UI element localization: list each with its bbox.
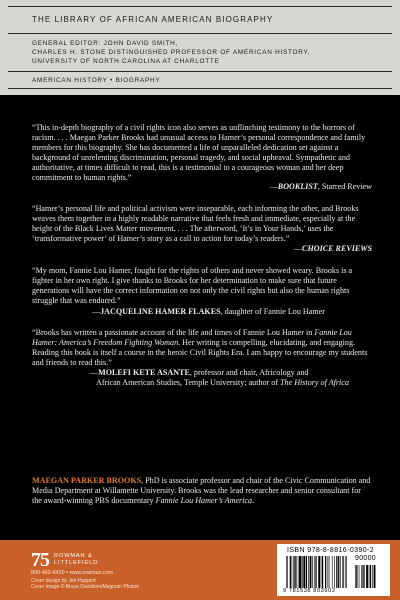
blurb-attribution [32,182,372,192]
blurb-quote: “Hamer’s personal life and political activism were inseparable, each informing the other, and Brooks weaves them together in a highly readable narrative that feels fresh and immediate, especially at the height of the Black Lives Matter movement. . . . The afterword, ‘It’s in Your Hands,’ uses the ‘transformative power’ of Hamer’s story as a call to action for today’s readers.” [32,204,359,244]
price-code: 90000 [355,555,376,562]
barcode-bar [306,556,307,588]
barcode-bar [287,556,288,588]
attribution-suffix: , professor and chair, Africology and [189,368,309,378]
barcode-bar [355,565,356,588]
attribution-name: BOOKLIST [277,182,318,192]
attribution-dash: — [90,368,99,378]
attribution-book-title: The History of Africa [280,377,349,387]
series-panel [0,0,400,95]
barcode-bar [316,556,317,588]
author-name: MAEGAN PARKER BROOKS [32,476,142,485]
blurb-quote: “My mom, Fannie Lou Hamer, fought for the rights of others and never showed weary. Brooks is a fighter in her own right. I give thanks to Brooks for her determination to make sure that future generations will have the correct information on not only the civil rights but also the human rights struggle that was endured.” [32,265,353,305]
editor-line-3: UNIVERSITY OF NORTH CAROLINA AT CHARLOTTE [32,58,220,65]
attribution-name: CHOICE REVIEWS [302,243,372,253]
attribution-dash: — [293,243,303,253]
barcode-bar [366,565,368,588]
blurb-attribution-line-2 [32,378,372,388]
bio-text: , PhD is associate professor and chair of the Civic Communication and Media Department at Willamette University. Brooks was the lead researcher and senior consultant for the award-winning PBS documentary [32,476,371,505]
barcode-bar [298,556,299,588]
author-bio [32,476,372,506]
barcode-bar [321,556,322,588]
ean-barcode [286,556,348,588]
ean-digits: 9 781538 803902 [283,588,336,594]
blurb-attribution [32,307,372,317]
barcode-bar [308,556,309,588]
blurb-quote [32,328,372,368]
barcode-bar [314,556,315,588]
credit-line: Cover image © Bruce Davidson/Magnum Photos [31,584,139,591]
barcode-bar [370,565,371,588]
publisher-logo [31,551,101,569]
barcode-bar [369,565,370,588]
review-blurbs [32,123,372,388]
blurb-attribution [32,244,372,254]
barcode-bar [286,556,287,588]
attribution-suffix: , daughter of Fannie Lou Hamer [220,306,325,316]
blurb-quote: “This in-depth biography of a civil rights icon also serves as unflinching testimony to the horrors of racism. . . . Maegan Parker Brooks had unusual access to Hamer’s personal correspondence and family members for this biography. She has documented a life of unparalleled dedication set against a background of unrelenting discrimination, personal tragedy, and social upheaval. Sympathetic and authoritative, at times difficult to read, this is a testimonial to a courageous woman and her deep commitment to human rights.” [32,123,366,182]
barcode-bar [315,556,316,588]
barcode-bar [362,565,363,588]
cover-credits [31,578,139,591]
barcode-bar [322,556,323,588]
attribution-name: MOLEFI KETE ASANTE [98,368,190,378]
barcode-bar [310,556,312,588]
quote-text: “Brooks has written a passionate account of the life and times of Fannie Lou Hamer in [32,328,315,338]
publisher-contact: 800-462-6420 • www.rowman.com [31,570,114,576]
attribution-name: JACQUELINE HAMER FLAKES [100,306,221,316]
attribution-dash: — [92,306,101,316]
barcode-bar [340,556,341,588]
barcode-bar [345,556,346,588]
series-rule-top [8,6,392,7]
bio-documentary-title: Fannie Lou Hamer’s America [155,495,253,505]
publisher-logo-line: ROWMAN & [54,553,93,559]
barcode-bar [290,556,291,588]
editor-line-2: CHARLES H. STONE DISTINGUISHED PROFESSOR OF AMERICAN HISTORY, [32,49,311,56]
price-barcode [355,565,381,588]
barcode-bar [332,556,333,588]
barcode-label [277,544,390,596]
barcode-bar [302,556,303,588]
barcode-bar [312,556,313,588]
attribution-dash: — [269,182,278,192]
editor-line-1: GENERAL EDITOR: JOHN DAVID SMITH, [32,40,179,47]
quote-book-title: Fannie Lou Hamer: America’s Freedom Fighting Woman [32,328,352,348]
publisher-logo-number: 75 [31,549,49,571]
barcode-bar [361,565,362,588]
barcode-bar [299,556,301,588]
subject-line: AMERICAN HISTORY • BIOGRAPHY [32,77,161,84]
barcode-bar [346,556,347,588]
barcode-bar [364,565,365,588]
credit-line: Cover design by Jen Huppert [31,578,96,584]
blurb [32,266,372,317]
barcode-bar [359,565,360,588]
attribution-suffix: , Starred Review [317,182,372,192]
barcode-bar [372,565,373,588]
barcode-bar [328,556,329,588]
barcode-bar [329,556,330,588]
series-rule [8,33,392,34]
attribution-affiliation: African American Studies, Temple University; author of [96,377,281,387]
series-rule-bottom [8,88,392,89]
barcode-bar [295,556,296,588]
barcode-bar [303,556,305,588]
barcode-bar [374,565,376,588]
barcode-bar [293,556,294,588]
barcode-bar [334,556,335,588]
quote-text: . Her writing is compelling, elucidating, and engaging. Reading this book is itself a course in the heroic Civil Rights Era. I am happy to encourage my students and friends to read this.” [32,338,368,368]
blurb [32,123,372,192]
series-rule [8,71,392,72]
isbn-text: ISBN 978-8-8816-0390-2 [287,547,375,554]
barcode-bar [325,556,326,588]
blurb [32,328,372,387]
barcode-bar [318,556,320,588]
publisher-logo-text [54,553,98,567]
publisher-logo-line: LITTLEFIELD [54,559,99,566]
bio-text: . [252,495,255,505]
barcode-bar [356,565,357,588]
barcode-bar [342,556,343,588]
barcode-bar [292,556,293,588]
series-title: THE LIBRARY OF AFRICAN AMERICAN BIOGRAPHY [32,15,274,24]
barcode-bar [338,556,339,588]
barcode-bar [336,556,337,588]
blurb-attribution [32,368,372,378]
blurb [32,204,372,254]
